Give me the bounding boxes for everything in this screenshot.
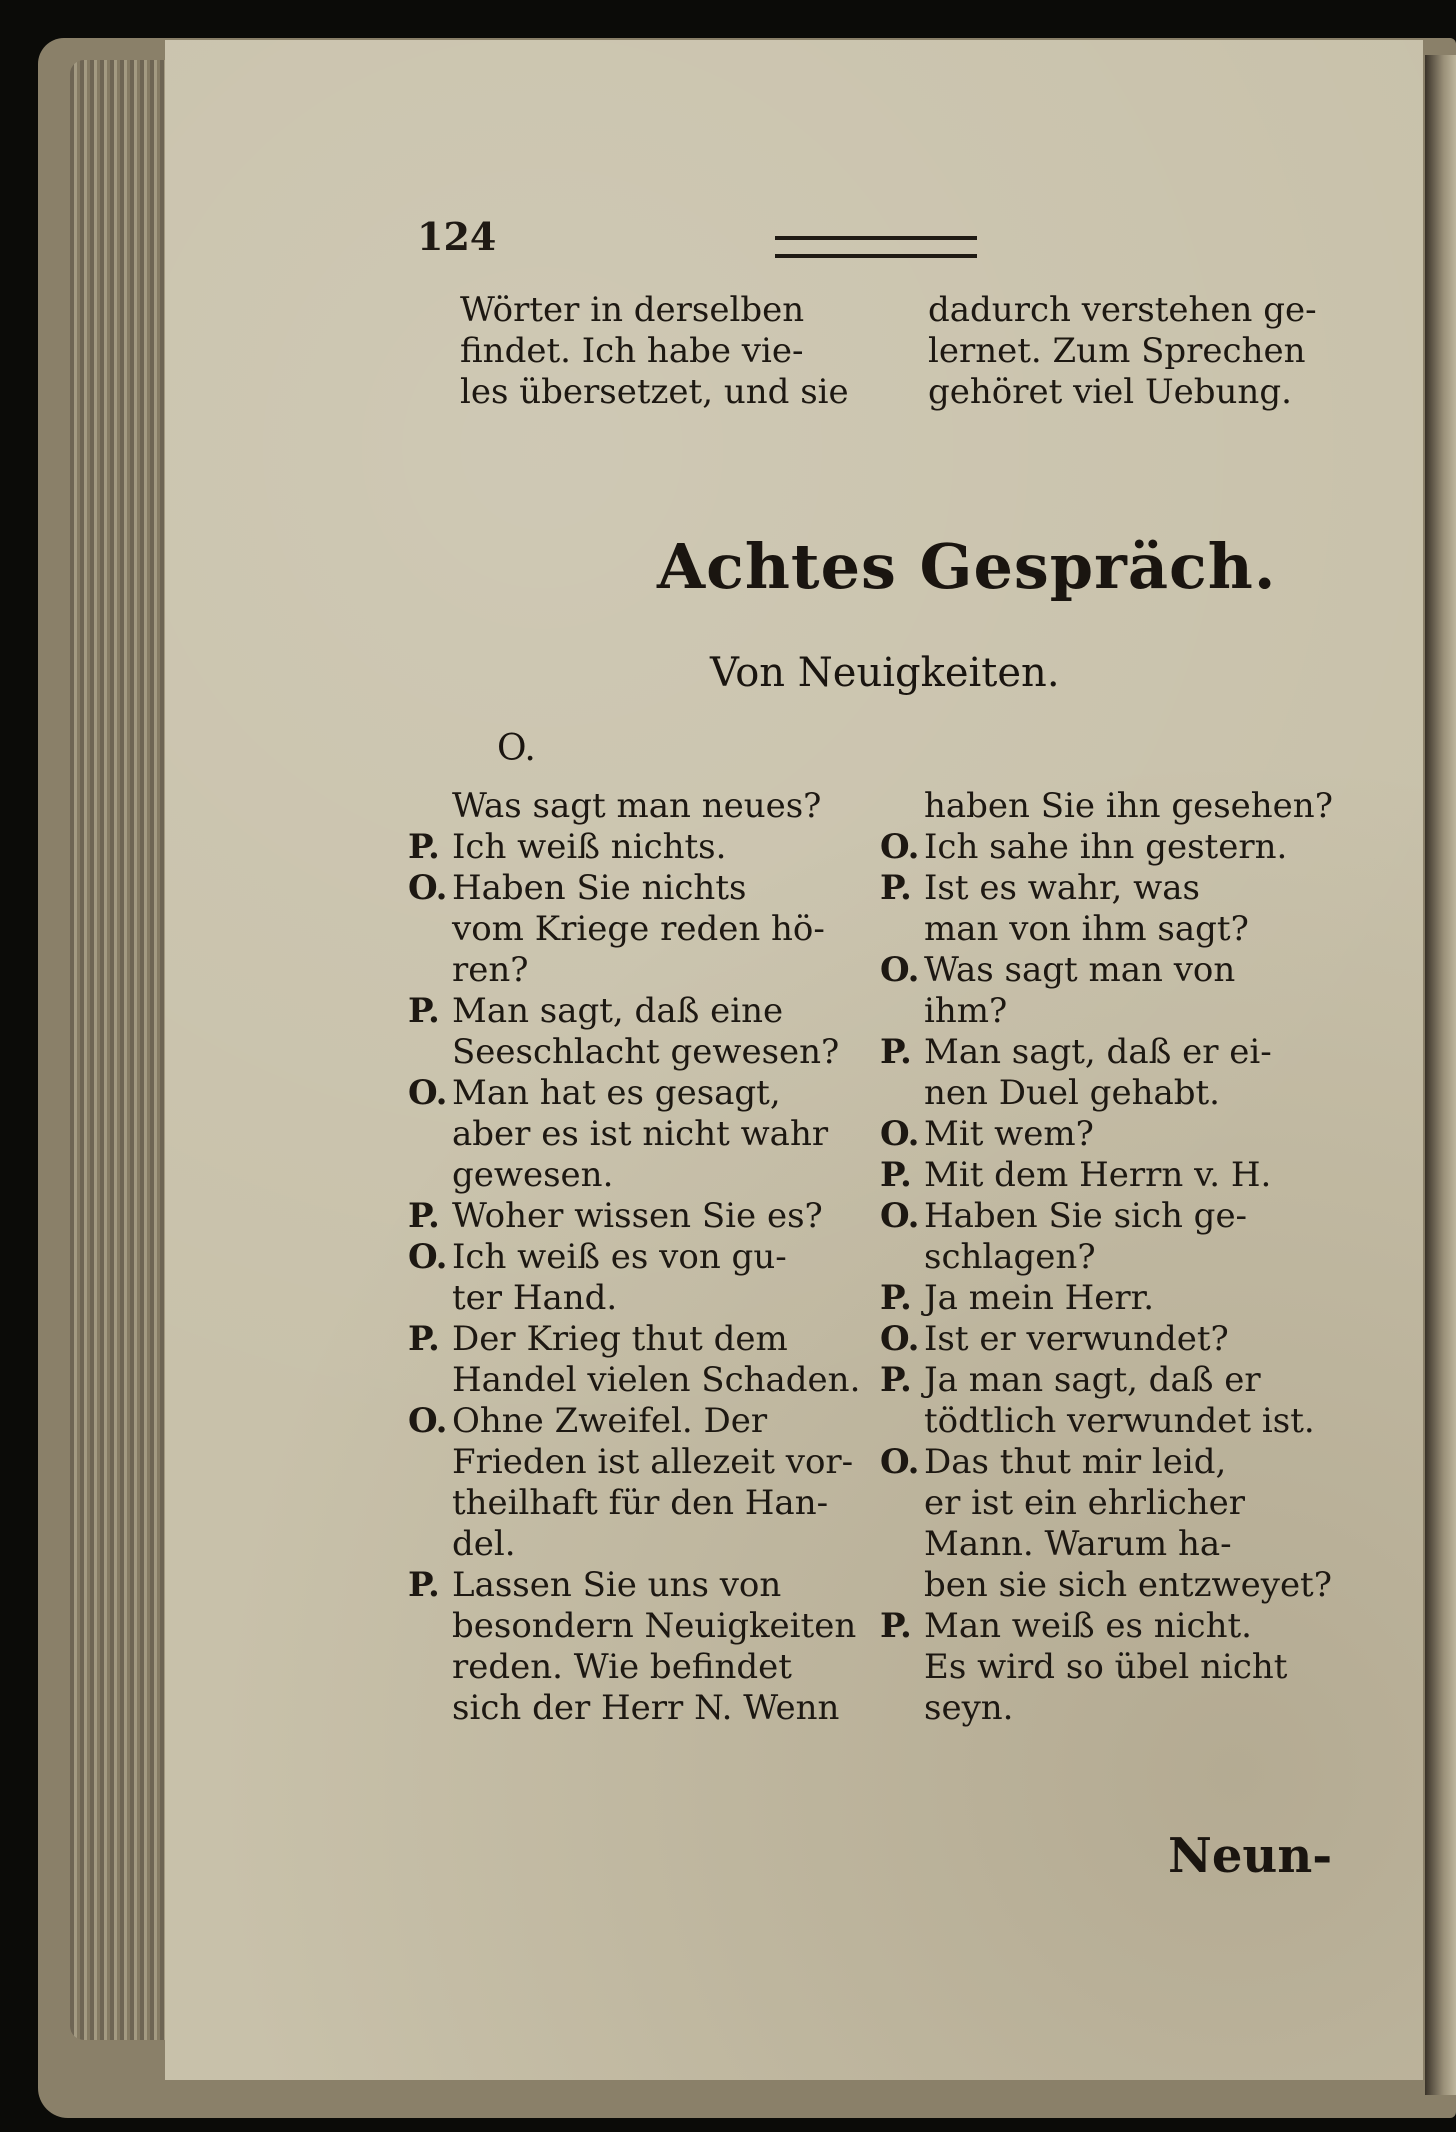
dialogue-line xyxy=(408,1278,860,1319)
dialogue-line xyxy=(408,1032,860,1073)
speaker-label: O. xyxy=(880,1442,920,1482)
first-speaker: O. xyxy=(497,728,536,769)
dialogue-line xyxy=(880,1155,1333,1196)
speaker-label xyxy=(880,1688,924,1729)
dialogue-line xyxy=(408,1237,860,1278)
book-gutter xyxy=(1425,55,1456,2095)
speaker-label: P. xyxy=(880,1278,912,1318)
dialogue-right-column xyxy=(880,786,1333,1729)
top-text-right xyxy=(928,290,1317,413)
speaker-label xyxy=(408,1483,452,1524)
dialogue-line xyxy=(880,1606,1333,1647)
dialogue-text: Ohne Zweifel. Der xyxy=(452,1401,768,1441)
speaker-label xyxy=(408,1360,452,1401)
speaker-label: O. xyxy=(880,1114,920,1154)
dialogue-line xyxy=(880,1278,1333,1319)
dialogue-text: nen Duel gehabt. xyxy=(924,1073,1220,1113)
dialogue-line xyxy=(880,1114,1333,1155)
text-line: gehöret viel Uebung. xyxy=(928,372,1292,412)
dialogue-text: ter Hand. xyxy=(452,1278,618,1318)
dialogue-line xyxy=(408,1319,860,1360)
dialogue-text: Man sagt, daß er ei- xyxy=(924,1032,1272,1072)
dialogue-text: Ja mein Herr. xyxy=(924,1278,1154,1318)
dialogue-line xyxy=(408,786,860,827)
speaker-label xyxy=(408,1442,452,1483)
speaker-label xyxy=(408,1647,452,1688)
dialogue-line xyxy=(408,1360,860,1401)
dialogue-text: Mit dem Herrn v. H. xyxy=(924,1155,1272,1195)
speaker-label: P. xyxy=(408,1196,440,1236)
dialogue-text: Ist er verwundet? xyxy=(924,1319,1229,1359)
dialogue-line xyxy=(880,1442,1333,1483)
dialogue-text: Ist es wahr, was xyxy=(924,868,1200,908)
dialogue-text: Frieden ist allezeit vor- xyxy=(452,1442,854,1482)
speaker-label: P. xyxy=(408,991,440,1031)
dialogue-line xyxy=(880,1073,1333,1114)
speaker-label: O. xyxy=(408,868,448,908)
dialogue-line xyxy=(880,1524,1333,1565)
dialogue-text: Es wird so übel nicht xyxy=(924,1647,1288,1687)
dialogue-line xyxy=(880,1196,1333,1237)
text-line: Wörter in derselben xyxy=(460,290,805,330)
speaker-label xyxy=(880,1524,924,1565)
dialogue-line xyxy=(880,1401,1333,1442)
chapter-subtitle: Von Neuigkeiten. xyxy=(710,650,1060,696)
speaker-label: O. xyxy=(408,1237,448,1277)
dialogue-text: Haben Sie sich ge- xyxy=(924,1196,1248,1236)
speaker-label xyxy=(880,1483,924,1524)
dialogue-text: gewesen. xyxy=(452,1155,614,1195)
speaker-label xyxy=(880,786,924,827)
text-line: les übersetzet, und sie xyxy=(460,372,849,412)
speaker-label: O. xyxy=(408,1073,448,1113)
dialogue-text: Ich weiß nichts. xyxy=(452,827,727,867)
speaker-label: O. xyxy=(880,1319,920,1359)
dialogue-text: Ich weiß es von gu- xyxy=(452,1237,787,1277)
dialogue-text: Lassen Sie uns von xyxy=(452,1565,782,1605)
dialogue-text: Haben Sie nichts xyxy=(452,868,747,908)
speaker-label xyxy=(408,1114,452,1155)
dialogue-line xyxy=(880,909,1333,950)
speaker-label: P. xyxy=(408,827,440,867)
dialogue-line xyxy=(408,1688,860,1729)
speaker-label xyxy=(408,1606,452,1647)
dialogue-line xyxy=(408,1483,860,1524)
speaker-label xyxy=(408,1278,452,1319)
top-text-left xyxy=(460,290,849,413)
dialogue-text: Was sagt man neues? xyxy=(452,786,822,826)
speaker-label: P. xyxy=(880,1155,912,1195)
dialogue-text: Mann. Warum ha- xyxy=(924,1524,1232,1564)
dialogue-text: Man hat es gesagt, xyxy=(452,1073,781,1113)
dialogue-text: Seeschlacht gewesen? xyxy=(452,1032,840,1072)
speaker-label xyxy=(880,1565,924,1606)
dialogue-line xyxy=(880,1688,1333,1729)
speaker-label: P. xyxy=(880,1032,912,1072)
speaker-label: P. xyxy=(880,1606,912,1646)
dialogue-line xyxy=(408,1524,860,1565)
dialogue-line xyxy=(408,1155,860,1196)
dialogue-line xyxy=(880,1483,1333,1524)
dialogue-line xyxy=(880,1647,1333,1688)
dialogue-line xyxy=(408,827,860,868)
dialogue-text: er ist ein ehrlicher xyxy=(924,1483,1246,1523)
text-line: findet. Ich habe vie- xyxy=(460,331,804,371)
dialogue-text: vom Kriege reden hö- xyxy=(452,909,825,949)
speaker-label xyxy=(880,1401,924,1442)
dialogue-text: Ich sahe ihn gestern. xyxy=(924,827,1288,867)
speaker-label xyxy=(880,909,924,950)
speaker-label xyxy=(880,991,924,1032)
dialogue-text: ren? xyxy=(452,950,529,990)
speaker-label: P. xyxy=(408,1565,440,1605)
dialogue-line xyxy=(408,1442,860,1483)
dialogue-text: besondern Neuigkeiten xyxy=(452,1606,857,1646)
dialogue-text: theilhaft für den Han- xyxy=(452,1483,829,1523)
speaker-label xyxy=(880,1073,924,1114)
dialogue-text: Der Krieg thut dem xyxy=(452,1319,788,1359)
dialogue-line xyxy=(408,1606,860,1647)
speaker-label: O. xyxy=(880,827,920,867)
dialogue-line xyxy=(408,1401,860,1442)
header-rule xyxy=(775,236,977,258)
speaker-label xyxy=(408,1155,452,1196)
speaker-label xyxy=(408,1524,452,1565)
dialogue-line xyxy=(880,786,1333,827)
dialogue-text: ben sie sich entzweyet? xyxy=(924,1565,1332,1605)
dialogue-line xyxy=(880,1237,1333,1278)
text-line: lernet. Zum Sprechen xyxy=(928,331,1306,371)
dialogue-text: Man weiß es nicht. xyxy=(924,1606,1252,1646)
dialogue-left-column xyxy=(408,786,860,1729)
speaker-label xyxy=(880,1647,924,1688)
dialogue-text: Man sagt, daß eine xyxy=(452,991,784,1031)
dialogue-text: Was sagt man von xyxy=(924,950,1236,990)
dialogue-line xyxy=(880,1565,1333,1606)
dialogue-text: Handel vielen Schaden. xyxy=(452,1360,861,1400)
dialogue-line xyxy=(880,1319,1333,1360)
dialogue-text: del. xyxy=(452,1524,516,1564)
speaker-label: O. xyxy=(408,1401,448,1441)
dialogue-line xyxy=(408,1114,860,1155)
dialogue-line xyxy=(880,1032,1333,1073)
dialogue-text: Das thut mir leid, xyxy=(924,1442,1227,1482)
dialogue-text: seyn. xyxy=(924,1688,1014,1728)
dialogue-text: haben Sie ihn gesehen? xyxy=(924,786,1333,826)
dialogue-text: schlagen? xyxy=(924,1237,1096,1277)
dialogue-text: Woher wissen Sie es? xyxy=(452,1196,823,1236)
dialogue-text: man von ihm sagt? xyxy=(924,909,1249,949)
speaker-label xyxy=(408,909,452,950)
dialogue-text: aber es ist nicht wahr xyxy=(452,1114,829,1154)
speaker-label xyxy=(408,1032,452,1073)
dialogue-text: tödtlich verwundet ist. xyxy=(924,1401,1315,1441)
dialogue-line xyxy=(880,827,1333,868)
speaker-label xyxy=(408,950,452,991)
dialogue-line xyxy=(408,1565,860,1606)
dialogue-line xyxy=(408,1647,860,1688)
dialogue-text: sich der Herr N. Wenn xyxy=(452,1688,840,1728)
speaker-label xyxy=(880,1237,924,1278)
text-line: dadurch verstehen ge- xyxy=(928,290,1317,330)
dialogue-line xyxy=(408,1196,860,1237)
catchword: Neun- xyxy=(1168,1828,1333,1884)
dialogue-line xyxy=(408,868,860,909)
dialogue-text: reden. Wie befindet xyxy=(452,1647,792,1687)
dialogue-line xyxy=(880,1360,1333,1401)
dialogue-line xyxy=(408,991,860,1032)
speaker-label xyxy=(408,1688,452,1729)
dialogue-text: ihm? xyxy=(924,991,1008,1031)
speaker-label: O. xyxy=(880,1196,920,1236)
speaker-label: P. xyxy=(408,1319,440,1359)
dialogue-line xyxy=(408,950,860,991)
speaker-label: O. xyxy=(880,950,920,990)
dialogue-line xyxy=(408,1073,860,1114)
dialogue-line xyxy=(880,868,1333,909)
speaker-label xyxy=(408,786,452,827)
dialogue-text: Ja man sagt, daß er xyxy=(924,1360,1261,1400)
dialogue-line xyxy=(408,909,860,950)
page-number: 124 xyxy=(417,214,497,259)
chapter-title: Achtes Gespräch. xyxy=(657,530,1277,603)
dialogue-line xyxy=(880,950,1333,991)
speaker-label: P. xyxy=(880,1360,912,1400)
dialogue-text: Mit wem? xyxy=(924,1114,1094,1154)
dialogue-line xyxy=(880,991,1333,1032)
speaker-label: P. xyxy=(880,868,912,908)
